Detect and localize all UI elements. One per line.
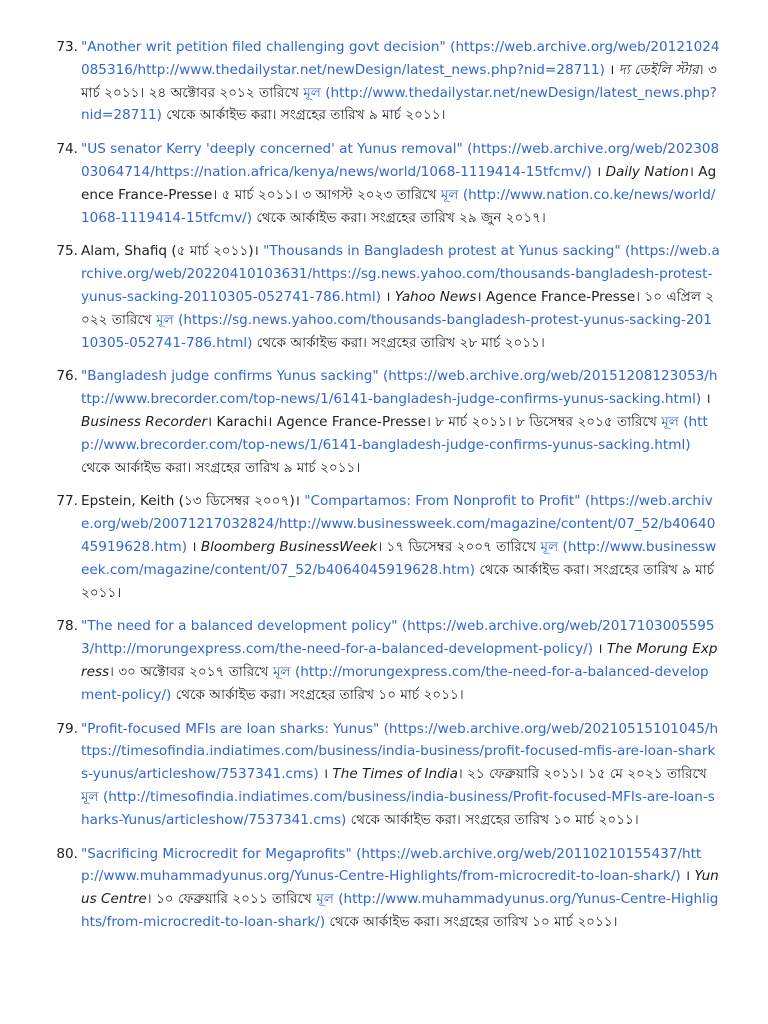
source-name: Bloomberg BusinessWeek <box>200 538 378 555</box>
archive-url-link[interactable]: (https://web.archive.org/web/20071217032824/http://www.businessweek.com/magazine/content/07_52/b4064045919628.htm) <box>81 493 716 555</box>
source-name: Yahoo News <box>394 288 477 305</box>
reference-number: 73. <box>56 39 78 55</box>
reference-title-link[interactable]: "Profit-focused MFIs are loan sharks: Yunus" <box>81 720 380 737</box>
original-link[interactable]: মূল <box>316 891 334 908</box>
separator: । <box>381 288 395 305</box>
archive-url-link[interactable]: (https://web.archive.org/web/20171030055953/http://morungexpress.com/the-need-for-a-balanced-development-policy/) <box>81 618 715 658</box>
original-link[interactable]: মূল <box>440 186 459 203</box>
retrieval-note: থেকে আর্কাইভ করা। সংগ্রহের তারিখ ৯ মার্চ ২০১১। <box>81 459 361 476</box>
reference-title-link[interactable]: "Thousands in Bangladesh protest at Yunus sacking" <box>263 243 621 260</box>
separator: । <box>680 868 695 885</box>
reference-title-link[interactable]: "Sacrificing Microcredit for Megaprofits" <box>81 845 352 862</box>
separator: । <box>593 641 607 658</box>
original-url-link[interactable]: (https://sg.news.yahoo.com/thousands-bangladesh-protest-yunus-sacking-20110305-052741-786.html) <box>81 311 712 351</box>
source-name: Business Recorder <box>81 413 208 430</box>
original-link[interactable]: মূল <box>661 413 679 430</box>
reference-title-link[interactable]: "Compartamos: From Nonprofit to Profit" <box>304 493 581 510</box>
reference-item <box>0 365 768 479</box>
reference-number: 77. <box>56 493 78 510</box>
reference-item <box>0 240 768 354</box>
reference-number: 80. <box>56 845 78 862</box>
reference-title-link[interactable]: "US senator Kerry 'deeply concerned' at Yunus removal" <box>81 141 463 158</box>
reference-details: । Agence France-Presse। ৫ মার্চ ২০১১। ৩ আগস্ট ২০২৩ তারিখে <box>81 163 717 203</box>
reference-details: । ৩ মার্চ ২০১১। ২৪ অক্টোবর ২০১২ তারিখে <box>81 61 717 101</box>
original-url-link[interactable]: (http://www.thedailystar.net/newDesign/latest_news.php?nid=28711) <box>81 84 718 124</box>
reference-number: 74. <box>56 141 78 158</box>
reference-details: । Karachi। Agence France-Presse। ৮ মার্চ ২০১১। ৮ ডিসেম্বর ২০১৫ তারিখে <box>207 413 662 430</box>
reference-item <box>0 718 768 832</box>
retrieval-note: থেকে আর্কাইভ করা। সংগ্রহের তারিখ ২৯ জুন ২০১৭। <box>252 209 546 226</box>
original-url-link[interactable]: (http://www.nation.co.ke/news/world/1068-1119414-15tfcmv/) <box>81 186 716 226</box>
reference-number: 75. <box>56 243 78 260</box>
reference-details: । ১৭ ডিসেম্বর ২০০৭ তারিখে <box>377 538 541 555</box>
archive-url-link[interactable]: (https://web.archive.org/web/20121024085316/http://www.thedailystar.net/newDesign/latest_news.php?nid=28711) <box>81 39 720 78</box>
source-name: The Morung Express <box>81 641 718 680</box>
separator: । <box>604 61 619 78</box>
original-url-link[interactable]: (http://timesofindia.indiatimes.com/business/india-business/Profit-focused-MFIs-are-loan-sharks-Yunus/articleshow/7537341.cms) <box>81 788 715 828</box>
source-name: দ্য ডেইলি স্টার <box>618 61 699 78</box>
original-url-link[interactable]: (http://www.muhammadyunus.org/Yunus-Centre-Highlights/from-microcredit-to-loan-shark/) <box>81 891 719 930</box>
original-link[interactable]: মূল <box>81 788 99 805</box>
author-date: Epstein, Keith (১৩ ডিসেম্বর ২০০৭)। <box>81 493 305 510</box>
archive-url-link[interactable]: (https://web.archive.org/web/20230803064714/https://nation.africa/kenya/news/world/1068-1119414-15tfcmv/) <box>81 141 720 180</box>
reference-details: । ১০ ফেব্রুয়ারি ২০১১ তারিখে <box>146 891 317 908</box>
original-url-link[interactable]: (http://www.businessweek.com/magazine/content/07_52/b4064045919628.htm) <box>81 538 717 578</box>
reference-number: 79. <box>56 720 78 737</box>
original-link[interactable]: মূল <box>540 538 559 555</box>
reference-details: । ৩০ অক্টোবর ২০১৭ তারিখে <box>109 663 273 680</box>
original-link[interactable]: মূল <box>156 311 174 328</box>
retrieval-note: থেকে আর্কাইভ করা। সংগ্রহের তারিখ ৯ মার্চ ২০১১। <box>81 561 715 601</box>
retrieval-note: থেকে আর্কাইভ করা। সংগ্রহের তারিখ ২৮ মার্চ ২০১১। <box>252 334 545 351</box>
retrieval-note: থেকে আর্কাইভ করা। সংগ্রহের তারিখ ১০ মার্চ ২০১১। <box>346 811 639 828</box>
archive-url-link[interactable]: (https://web.archive.org/web/20210515101045/https://timesofindia.indiatimes.com/business/india-business/profit-focused-mfis-are-loan-sharks-yunus/articleshow/7537341.cms) <box>81 720 719 783</box>
reference-item <box>0 615 768 706</box>
reference-item <box>0 490 768 604</box>
original-url-link[interactable]: (http://www.brecorder.com/top-news/1/6141-bangladesh-judge-confirms-yunus-sacking.html) <box>81 413 708 453</box>
original-link[interactable]: মূল <box>272 663 291 680</box>
separator: । <box>701 391 711 408</box>
original-link[interactable]: মূল <box>303 84 321 101</box>
reference-title-link[interactable]: "Another writ petition filed challenging govt decision" <box>81 39 446 55</box>
reference-number: 78. <box>56 618 78 635</box>
separator: । <box>591 163 606 180</box>
archive-url-link[interactable]: (https://web.archive.org/web/20110210155437/http://www.muhammadyunus.org/Yunus-Centre-Highlights/from-microcredit-to-loan-shark/) <box>81 845 702 885</box>
retrieval-note: থেকে আর্কাইভ করা। সংগ্রহের তারিখ ১০ মার্চ ২০১১। <box>325 913 618 930</box>
reference-item <box>0 843 768 934</box>
separator: । <box>187 538 201 555</box>
author-date: Alam, Shafiq (৫ মার্চ ২০১১)। <box>81 243 264 260</box>
original-url-link[interactable]: (http://morungexpress.com/the-need-for-a-balanced-development-policy/) <box>81 663 709 703</box>
source-name: The Times of India <box>332 766 458 783</box>
retrieval-note: থেকে আর্কাইভ করা। সংগ্রহের তারিখ ১০ মার্চ ২০১১। <box>171 686 464 703</box>
archive-url-link[interactable]: (https://web.archive.org/web/20151208123053/http://www.brecorder.com/top-news/1/6141-bangladesh-judge-confirms-yunus-sacking.html) <box>81 368 718 408</box>
reference-item <box>0 36 768 127</box>
archive-url-link[interactable]: (https://web.archive.org/web/20220410103631/https://sg.news.yahoo.com/thousands-bangladesh-protest-yunus-sacking-20110305-052741-786.html) <box>81 243 720 305</box>
retrieval-note: থেকে আর্কাইভ করা। সংগ্রহের তারিখ ৯ মার্চ ২০১১। <box>161 107 446 124</box>
reference-number: 76. <box>56 368 78 385</box>
reference-title-link[interactable]: "The need for a balanced development policy" <box>81 618 398 635</box>
source-name: Yunus Centre <box>81 868 719 908</box>
reference-list <box>0 36 768 945</box>
reference-details: । Agence France-Presse। ১০ এপ্রিল ২০২২ তারিখে <box>81 288 715 328</box>
reference-title-link[interactable]: "Bangladesh judge confirms Yunus sacking" <box>81 368 379 385</box>
reference-details: । ২১ ফেব্রুয়ারি ২০১১। ১৫ মে ২০২১ তারিখে <box>457 766 707 783</box>
source-name: Daily Nation <box>605 163 689 180</box>
reference-item <box>0 138 768 229</box>
separator: । <box>318 766 333 783</box>
